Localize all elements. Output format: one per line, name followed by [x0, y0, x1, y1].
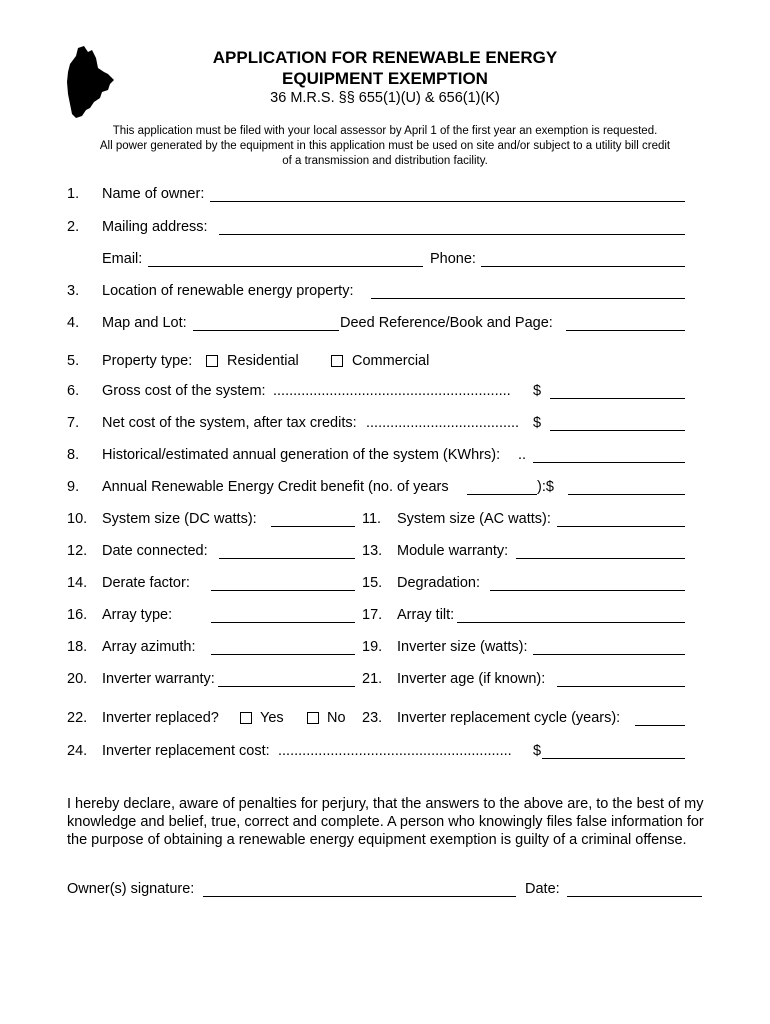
array-azimuth-field[interactable] — [211, 654, 355, 655]
gross-cost-leader: ........................................................... — [273, 383, 511, 399]
residential-label: Residential — [227, 353, 299, 369]
residential-checkbox[interactable] — [206, 355, 218, 367]
item-number: 18. — [67, 639, 88, 655]
ac-size-field[interactable] — [557, 526, 685, 527]
date-field[interactable] — [567, 896, 702, 897]
rec-benefit-field[interactable] — [568, 494, 685, 495]
replacement-cycle-field[interactable] — [635, 725, 685, 726]
item-number: 24. — [67, 743, 88, 759]
net-cost-field[interactable] — [550, 430, 685, 431]
statute-reference: 36 M.R.S. §§ 655(1)(U) & 656(1)(K) — [270, 90, 500, 106]
annual-generation-field[interactable] — [533, 462, 685, 463]
form-title-line2: EQUIPMENT EXEMPTION — [282, 69, 488, 88]
email-field[interactable] — [148, 266, 423, 267]
item-number: 8. — [67, 447, 80, 463]
intro-line1: This application must be filed with your local assessor by April 1 of the first year an exemption is requested. — [112, 125, 658, 137]
rec-years-field[interactable] — [467, 494, 537, 495]
inverter-replaced-label: Inverter replaced? — [102, 710, 219, 726]
replacement-cost-leader: .......................................................... — [278, 743, 512, 759]
owner-name-field[interactable] — [210, 201, 685, 202]
item-number: 20. — [67, 671, 88, 687]
item-number: 23. — [362, 710, 383, 726]
array-type-field[interactable] — [211, 622, 355, 623]
property-location-label: Location of renewable energy property: — [102, 283, 354, 299]
item-number: 2. — [67, 219, 80, 235]
replacement-cost-label: Inverter replacement cost: — [102, 743, 270, 759]
item-number: 14. — [67, 575, 88, 591]
item-number: 17. — [362, 607, 383, 623]
item-number: 22. — [67, 710, 88, 726]
date-connected-label: Date connected: — [102, 543, 208, 559]
array-tilt-field[interactable] — [457, 622, 685, 623]
derate-factor-label: Derate factor: — [102, 575, 190, 591]
signature-label: Owner(s) signature: — [67, 881, 195, 897]
item-number: 19. — [362, 639, 383, 655]
commercial-checkbox[interactable] — [331, 355, 343, 367]
gross-cost-dollar: $ — [533, 383, 542, 399]
replacement-cycle-label: Inverter replacement cycle (years): — [397, 710, 621, 726]
email-label: Email: — [102, 251, 143, 267]
array-azimuth-label: Array azimuth: — [102, 639, 196, 655]
array-type-label: Array type: — [102, 607, 173, 623]
mailing-address-field[interactable] — [219, 234, 685, 235]
signature-field[interactable] — [203, 896, 516, 897]
dc-size-field[interactable] — [271, 526, 355, 527]
item-number: 16. — [67, 607, 88, 623]
perjury-declaration: I hereby declare, aware of penalties for perjury, that the answers to the above are, to the best of my knowledge and belief, true, correct and complete. A person who knowingly files false information for the purpose of obtaining a renewable energy equipment exemption is guilty of a criminal offense. — [67, 796, 704, 848]
item-number: 9. — [67, 479, 80, 495]
rec-benefit-suffix: ):$ — [537, 479, 554, 495]
date-label: Date: — [525, 881, 560, 897]
replacement-cost-dollar: $ — [533, 743, 542, 759]
item-number: 1. — [67, 186, 80, 202]
inverter-replaced-no-checkbox[interactable] — [307, 712, 319, 724]
item-number: 11. — [362, 511, 382, 527]
inverter-warranty-label: Inverter warranty: — [102, 671, 215, 687]
rec-benefit-label: Annual Renewable Energy Credit benefit (no. of years — [102, 479, 449, 495]
degradation-field[interactable] — [490, 590, 685, 591]
item-number: 12. — [67, 543, 88, 559]
item-number: 4. — [67, 315, 80, 331]
date-connected-field[interactable] — [219, 558, 355, 559]
form-title-line1: APPLICATION FOR RENEWABLE ENERGY — [212, 48, 558, 67]
gross-cost-label: Gross cost of the system: — [102, 383, 266, 399]
replacement-cost-field[interactable] — [542, 758, 685, 759]
array-tilt-label: Array tilt: — [397, 607, 455, 623]
dc-size-label: System size (DC watts): — [102, 511, 257, 527]
item-number: 5. — [67, 353, 80, 369]
item-number: 21. — [362, 671, 383, 687]
property-type-label: Property type: — [102, 353, 193, 369]
net-cost-label: Net cost of the system, after tax credits: — [102, 415, 357, 431]
no-label: No — [327, 710, 346, 726]
item-number: 3. — [67, 283, 80, 299]
module-warranty-label: Module warranty: — [397, 543, 509, 559]
yes-label: Yes — [260, 710, 284, 726]
phone-field[interactable] — [481, 266, 685, 267]
commercial-label: Commercial — [352, 353, 430, 369]
map-lot-field[interactable] — [193, 330, 339, 331]
item-number: 6. — [67, 383, 80, 399]
mailing-address-label: Mailing address: — [102, 219, 208, 235]
property-location-field[interactable] — [371, 298, 685, 299]
inverter-age-label: Inverter age (if known): — [397, 671, 546, 687]
module-warranty-field[interactable] — [516, 558, 685, 559]
gross-cost-field[interactable] — [550, 398, 685, 399]
net-cost-dollar: $ — [533, 415, 542, 431]
inverter-size-label: Inverter size (watts): — [397, 639, 528, 655]
item-number: 13. — [362, 543, 383, 559]
phone-label: Phone: — [430, 251, 476, 267]
owner-name-label: Name of owner: — [102, 186, 205, 202]
annual-generation-label: Historical/estimated annual generation of the system (KWhrs): — [102, 447, 501, 463]
inverter-age-field[interactable] — [557, 686, 685, 687]
net-cost-leader: ...................................... — [366, 415, 520, 431]
item-number: 10. — [67, 511, 88, 527]
item-number: 7. — [67, 415, 80, 431]
derate-factor-field[interactable] — [211, 590, 355, 591]
inverter-warranty-field[interactable] — [218, 686, 355, 687]
map-lot-label: Map and Lot: — [102, 315, 187, 331]
item-number: 15. — [362, 575, 383, 591]
degradation-label: Degradation: — [397, 575, 481, 591]
deed-reference-field[interactable] — [566, 330, 685, 331]
inverter-replaced-yes-checkbox[interactable] — [240, 712, 252, 724]
intro-line2: All power generated by the equipment in this application must be used on site and/or subject to a utility bill credit — [99, 140, 671, 152]
ac-size-label: System size (AC watts): — [397, 511, 551, 527]
deed-reference-label: Deed Reference/Book and Page: — [340, 315, 553, 331]
annual-generation-leader: .. — [518, 447, 527, 463]
intro-line3: of a transmission and distribution facility. — [282, 155, 488, 167]
inverter-size-field[interactable] — [533, 654, 685, 655]
